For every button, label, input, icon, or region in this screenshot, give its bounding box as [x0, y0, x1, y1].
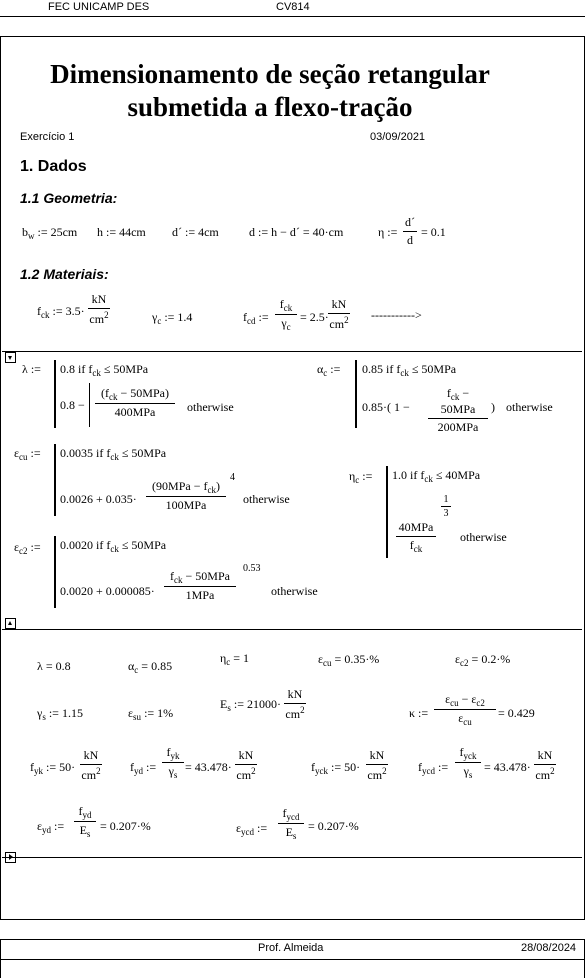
- eps-yd-fraction: $f_{yd}$ $E_s$: [74, 804, 96, 839]
- eta-geom-label: η :=: [378, 225, 398, 239]
- footer-author: Prof. Almeida: [258, 942, 324, 954]
- dprime-definition: d´ := 4cm: [172, 225, 219, 239]
- continue-arrow: ----------->: [371, 308, 422, 322]
- eta-c-result: $\eta_c = 1$: [220, 651, 250, 667]
- eps-ycd-result: = 0.207·%: [308, 819, 359, 833]
- eps-c2-exponent: 0.53: [243, 563, 261, 574]
- es-unit: $\frac{kN}{cm^2}$: [285, 687, 305, 721]
- eps-c2-case1: 0.0020 if $f_{ck} \le 50MPa$: [60, 538, 167, 554]
- region-bottom-rule: [2, 629, 582, 630]
- alpha-c-label: $\alpha_c$ :=: [317, 362, 341, 378]
- eps-cu-result: $\varepsilon_{cu} = 0.35\cdot\%$: [318, 652, 380, 668]
- eta-c-otherwise: otherwise: [460, 530, 507, 544]
- fycd-fraction: $f_{yck}$ $\gamma_s$: [455, 745, 481, 780]
- section-geometria: 1.1 Geometria:: [20, 190, 118, 206]
- eps-c2-label: $\varepsilon_{c2}$ :=: [14, 540, 41, 556]
- es-definition: $E_s$ := 21000·: [220, 697, 281, 713]
- lambda-label: λ :=: [22, 362, 41, 376]
- eps-yd-label: $\varepsilon_{yd}$ :=: [37, 819, 65, 835]
- lambda-case2: 0.8 −: [60, 398, 85, 412]
- eta-c-case1: 1.0 if $f_{ck} \le 40MPa$: [392, 468, 481, 484]
- eps-c2-otherwise: otherwise: [271, 584, 318, 598]
- alpha-fraction: $f_{ck} - 50MPa$ 200MPa: [428, 386, 488, 435]
- h-definition: h := 44cm: [97, 225, 146, 239]
- lambda-bracket: [54, 360, 56, 428]
- eta-geom-fraction: $\frac{d´}{d}$: [405, 215, 415, 247]
- section-dados: 1. Dados: [20, 158, 87, 175]
- eps-cu-exponent: 4: [230, 472, 235, 483]
- fyd-result: = 43.478·: [185, 760, 232, 774]
- fycd-unit: $\frac{kN}{cm^2}$: [535, 748, 555, 782]
- exercise-label: Exercício 1: [20, 131, 75, 143]
- fck-definition: $f_{ck}$ := 3.5·: [37, 304, 85, 320]
- eps-cu-fraction: $(90MPa - f_{ck})$ 100MPa: [146, 479, 226, 513]
- fyd-unit: $\frac{kN}{cm^2}$: [236, 748, 256, 782]
- eta-c-fraction: 40MPa $f_{ck}$: [396, 520, 436, 554]
- fcd-unit: $\frac{kN}{cm^2}$: [329, 297, 349, 331]
- kappa-fraction: $\varepsilon_{cu} - \varepsilon_{c2}$ $\varepsilon_{cu}$: [434, 692, 496, 727]
- header-center: CV814: [276, 1, 310, 13]
- fyk-definition: $f_{yk}$ := 50·: [30, 760, 76, 776]
- header-left: FEC UNICAMP DES: [48, 1, 150, 13]
- fycd-result: = 43.478·: [484, 760, 531, 774]
- alpha-c-result: $\alpha_c = 0.85$: [128, 659, 173, 675]
- exercise-date: 03/09/2021: [370, 131, 426, 143]
- expand-toggle-icon[interactable]: [5, 618, 16, 629]
- fyck-definition: $f_{yck}$ := 50·: [311, 760, 361, 776]
- alpha-close-paren: ): [491, 400, 495, 414]
- collapse-toggle-icon[interactable]: [5, 352, 16, 363]
- eps-cu-label: $\varepsilon_{cu}$ :=: [14, 446, 41, 462]
- fyk-unit: $\frac{kN}{cm^2}$: [81, 748, 101, 782]
- lambda-fraction: $(f_{ck} - 50MPa)$ 400MPa: [95, 386, 175, 420]
- eps-c2-result: $\varepsilon_{c2} = 0.2\cdot\%$: [455, 652, 511, 668]
- d-definition: d := h − d´ = 40·cm: [249, 225, 344, 239]
- lambda-result: λ = 0.8: [37, 659, 71, 673]
- lambda-case1: 0.8 if $f_{ck} \le 50MPa$: [60, 362, 149, 378]
- header-rule: [0, 16, 585, 17]
- gamma-c-definition: $\gamma_c$ := 1.4: [152, 310, 193, 326]
- page-subtitle: submetida a flexo-tração: [127, 92, 413, 122]
- page-left-border: [0, 36, 1, 920]
- eta-c-bracket: [386, 466, 388, 558]
- kappa-label: κ :=: [409, 706, 429, 720]
- eps-ycd-label: $\varepsilon_{ycd}$ :=: [236, 821, 268, 837]
- bw-definition: $b_w$ := 25cm: [22, 225, 78, 241]
- page-bottom-border: [0, 919, 585, 920]
- page-title: Dimensionamento de seção retangular: [50, 59, 490, 89]
- alpha-case1: 0.85 if $f_{ck} \le 50MPa$: [362, 362, 457, 378]
- alpha-case2: 0.85·( 1 −: [362, 400, 410, 414]
- region-end-rule: [2, 857, 582, 858]
- eps-ycd-fraction: $f_{ycd}$ $E_s$: [278, 806, 304, 841]
- kappa-result: = 0.429: [498, 706, 535, 720]
- eps-c2-bracket: [54, 536, 56, 608]
- gamma-s-definition: $\gamma_s$ := 1.15: [37, 706, 83, 722]
- footer-top-rule: [0, 939, 585, 940]
- eps-cu-otherwise: otherwise: [243, 492, 290, 506]
- footer-bottom-rule: [0, 959, 585, 960]
- fcd-fraction: $f_{ck}$ $\gamma_c$: [275, 297, 297, 332]
- eps-c2-case2: 0.0020 + 0.000085·: [60, 584, 155, 598]
- eta-c-exponent: $\frac{1}{3}$: [441, 494, 451, 519]
- alpha-bracket: [355, 360, 357, 428]
- alpha-otherwise: otherwise: [506, 400, 553, 414]
- eps-c2-fraction: $f_{ck} - 50MPa$ 1MPa: [164, 569, 236, 603]
- page-top-border: [0, 36, 585, 37]
- region-top-rule: [2, 351, 582, 352]
- eps-su-definition: $\varepsilon_{su}$ := 1%: [128, 706, 174, 722]
- section-materiais: 1.2 Materiais:: [20, 266, 109, 282]
- eps-cu-bracket: [54, 444, 56, 516]
- eta-geom-result: = 0.1: [421, 225, 446, 239]
- fyck-unit: $\frac{kN}{cm^2}$: [367, 748, 387, 782]
- footer-date: 28/08/2024: [521, 942, 577, 954]
- fcd-result: = 2.5·: [300, 310, 329, 324]
- eps-cu-case1: 0.0035 if $f_{ck} \le 50MPa$: [60, 446, 167, 462]
- eps-cu-case2: 0.0026 + 0.035·: [60, 492, 137, 506]
- fyd-fraction: $f_{yk}$ $\gamma_s$: [162, 745, 184, 780]
- fycd-label: $f_{ycd}$ :=: [418, 760, 449, 776]
- fyd-label: $f_{yd}$ :=: [130, 760, 157, 776]
- fcd-label: $f_{cd}$ :=: [243, 310, 269, 326]
- eps-yd-result: = 0.207·%: [100, 819, 151, 833]
- fck-unit: $\frac{kN}{cm^2}$: [89, 292, 109, 326]
- eta-c-label: $\eta_c$ :=: [349, 469, 373, 485]
- lambda-otherwise: otherwise: [187, 400, 234, 414]
